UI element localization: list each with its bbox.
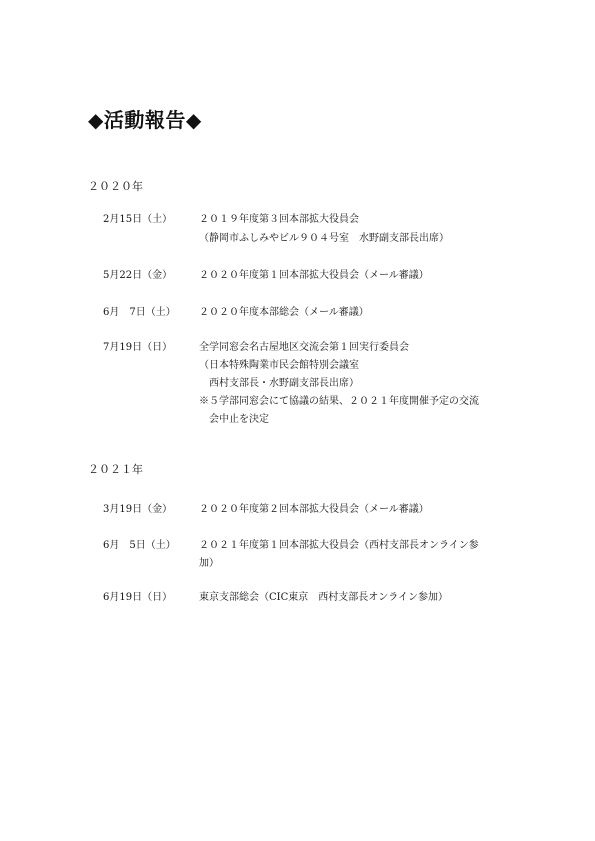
entry-date: 7月19日（日）	[103, 342, 173, 353]
entry-date: 3月19日（金）	[103, 504, 173, 515]
entry-text: ２０２０年度本部総会（メール審議）	[199, 307, 369, 318]
entry-note: ※５学部同窓会にて協議の結果、２０２１年度開催予定の交流	[199, 396, 479, 407]
entry-text: 東京支部総会（CIC東京 西村支部長オンライン参加）	[199, 592, 448, 603]
entry-date: 2月15日（土）	[103, 214, 173, 225]
entry-text: （静岡市ふしみやビル９０４号室 水野副支部長出席）	[199, 233, 449, 244]
entry-text: （日本特殊陶業市民会館特別会議室	[199, 360, 359, 371]
entry-text: ２０１９年度第３回本部拡大役員会	[199, 214, 359, 225]
entry-date: 6月 5日（土）	[103, 540, 176, 551]
entry-text: ２０２０年度第１回本部拡大役員会（メール審議）	[199, 270, 429, 281]
year-heading-2021: ２０２１年	[88, 463, 143, 476]
year-heading-2020: ２０２０年	[88, 180, 143, 193]
entry-date: 5月22日（金）	[103, 270, 173, 281]
entry-text: ２０２１年度第１回本部拡大役員会（西村支部長オンライン参	[199, 540, 479, 551]
entry-text: 西村支部長・水野副支部長出席）	[199, 378, 359, 389]
entry-date: 6月19日（日）	[103, 592, 173, 603]
page-title: ◆活動報告◆	[88, 108, 202, 132]
entry-date: 6月 7日（土）	[103, 307, 176, 318]
entry-text: ２０２０年度第２回本部拡大役員会（メール審議）	[199, 504, 429, 515]
entry-text: 加）	[199, 558, 219, 569]
entry-text: 全学同窓会名古屋地区交流会第１回実行委員会	[199, 342, 409, 353]
entry-note: 会中止を決定	[199, 414, 269, 425]
